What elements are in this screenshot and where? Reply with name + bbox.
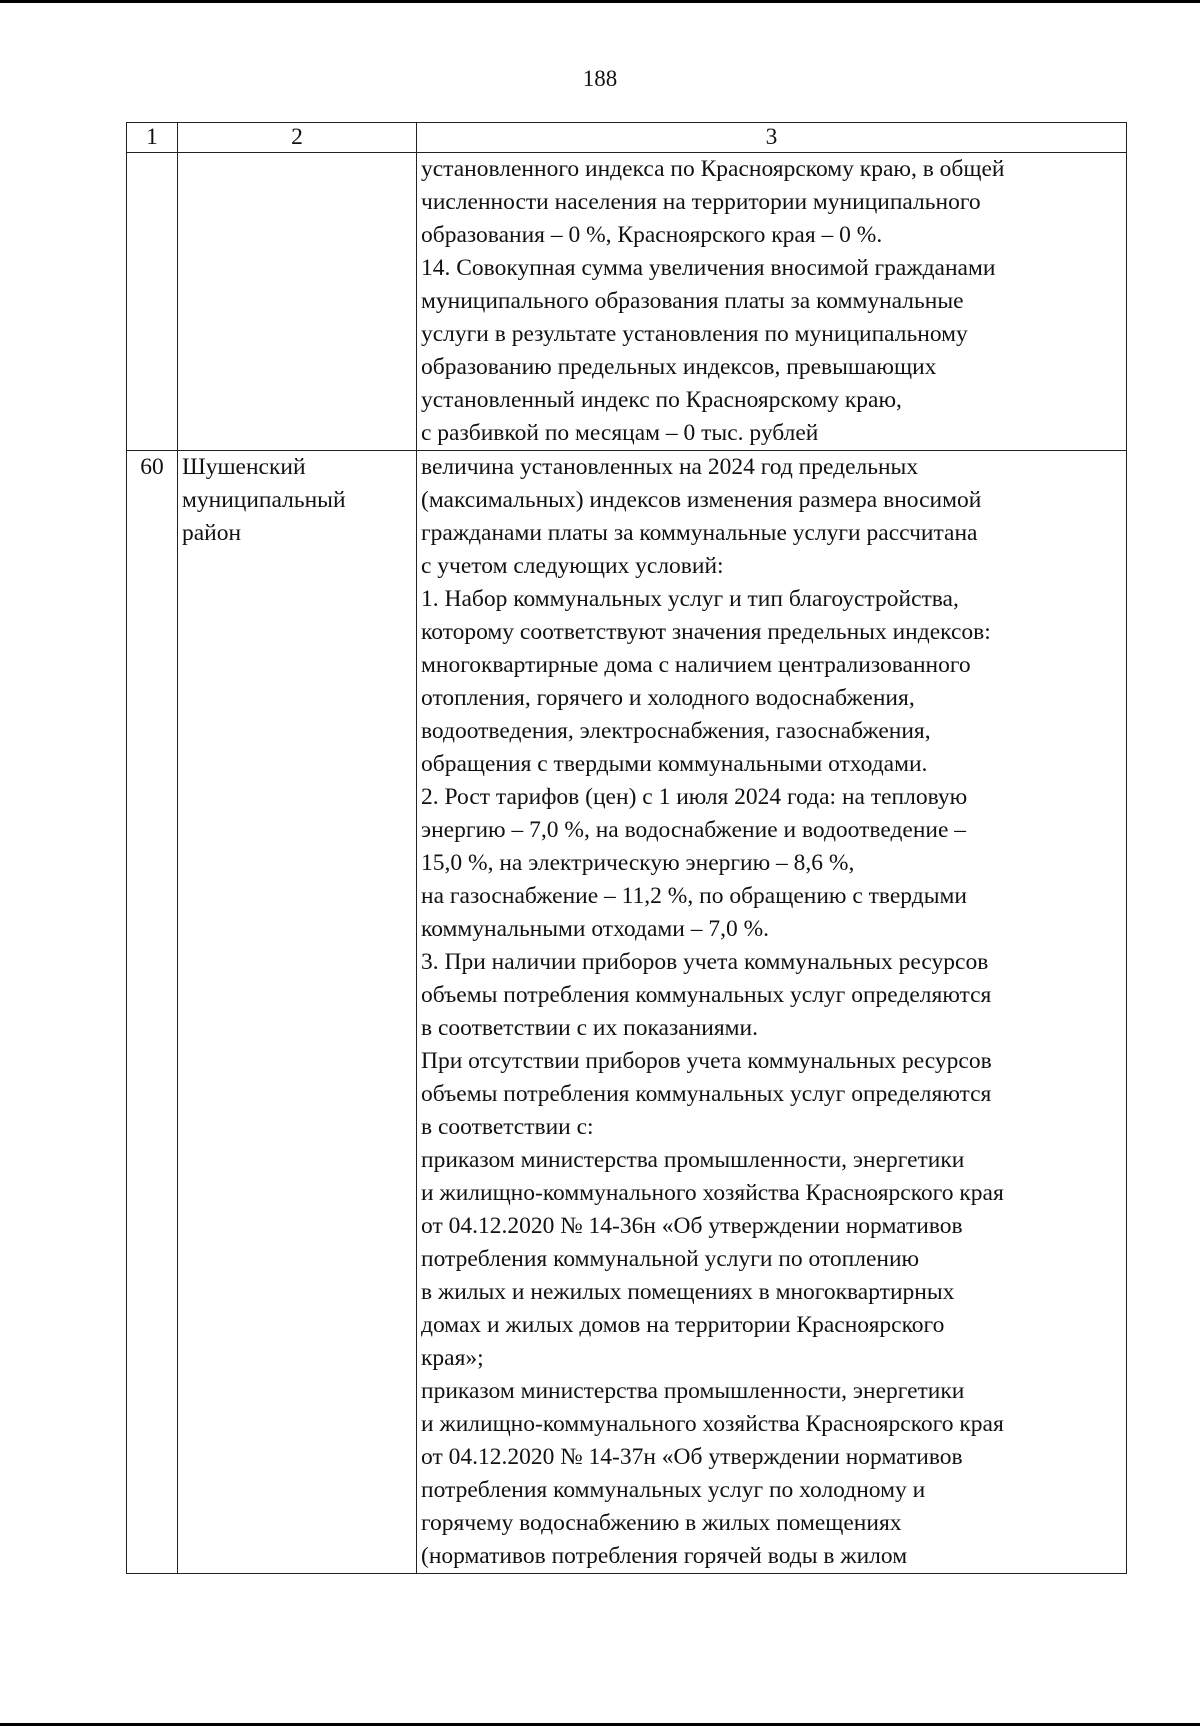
table-row-continuation <box>127 153 1127 451</box>
text-line: энергию – 7,0 %, на водоснабжение и водоотведение – <box>421 817 967 843</box>
text-line: коммунальными отходами – 7,0 %. <box>421 916 770 942</box>
text-line: (нормативов потребления горячей воды в жилом <box>421 1543 908 1569</box>
text-line: отопления, горячего и холодного водоснабжения, <box>421 685 915 711</box>
text-line: обращения с твердыми коммунальными отходами. <box>421 751 928 777</box>
row-number-cell <box>127 153 178 451</box>
text-line: муниципального образования платы за коммунальные <box>421 288 964 314</box>
text-line: которому соответствуют значения предельных индексов: <box>421 619 991 645</box>
text-line: образования – 0 %, Красноярского края – 0 %. <box>421 222 883 248</box>
text-line: с разбивкой по месяцам – 0 тыс. рублей <box>421 420 819 446</box>
text-line: образованию предельных индексов, превышающих <box>421 354 937 380</box>
text-line: многоквартирные дома с наличием централизованного <box>421 652 971 678</box>
column-header-3: 3 <box>417 123 1127 153</box>
text-line: в жилых и нежилых помещениях в многоквартирных <box>421 1279 955 1305</box>
text-line: 1. Набор коммунальных услуг и тип благоустройства, <box>421 586 959 612</box>
text-line: 3. При наличии приборов учета коммунальных ресурсов <box>421 949 989 975</box>
text-line: в соответствии с их показаниями. <box>421 1015 758 1041</box>
text-line: Шушенский <box>182 454 306 480</box>
text-line: и жилищно-коммунального хозяйства Красноярского края <box>421 1180 1004 1206</box>
text-line: домах и жилых домов на территории Красноярского <box>421 1312 945 1338</box>
tariff-index-table <box>126 122 1127 1574</box>
text-line: горячему водоснабжению в жилых помещениях <box>421 1510 902 1536</box>
municipality-cell <box>178 451 417 1574</box>
text-line: от 04.12.2020 № 14-36н «Об утверждении нормативов <box>421 1213 963 1239</box>
text-line: установленного индекса по Красноярскому краю, в общей <box>421 156 1005 182</box>
text-line: водоотведения, электроснабжения, газоснабжения, <box>421 718 931 744</box>
text-line: в соответствии с: <box>421 1114 594 1140</box>
column-header-1: 1 <box>127 123 178 153</box>
text-line: приказом министерства промышленности, энергетики <box>421 1147 965 1173</box>
scan-top-edge <box>0 0 1200 3</box>
text-line: установленный индекс по Красноярскому краю, <box>421 387 902 413</box>
text-line: услуги в результате установления по муниципальному <box>421 321 968 347</box>
page-number: 188 <box>582 66 618 91</box>
column-header-2: 2 <box>178 123 417 153</box>
text-line: от 04.12.2020 № 14-37н «Об утверждении нормативов <box>421 1444 963 1470</box>
table-header-row <box>127 123 1127 153</box>
conditions-cell <box>417 451 1127 1574</box>
municipality-cell <box>178 153 417 451</box>
text-line: края»; <box>421 1345 484 1371</box>
text-line: район <box>182 520 242 546</box>
text-line: муниципальный <box>182 487 346 513</box>
text-line: гражданами платы за коммунальные услуги рассчитана <box>421 520 978 546</box>
text-line: на газоснабжение – 11,2 %, по обращению с твердыми <box>421 883 967 909</box>
text-line: объемы потребления коммунальных услуг определяются <box>421 982 992 1008</box>
text-line: с учетом следующих условий: <box>421 553 724 579</box>
text-line: величина установленных на 2024 год предельных <box>421 454 919 480</box>
text-line: объемы потребления коммунальных услуг определяются <box>421 1081 992 1107</box>
text-line: и жилищно-коммунального хозяйства Красноярского края <box>421 1411 1004 1437</box>
table-row-60 <box>127 451 1127 1574</box>
row-number-cell: 60 <box>127 451 178 1574</box>
text-line: 15,0 %, на электрическую энергию – 8,6 %, <box>421 850 855 876</box>
conditions-cell <box>417 153 1127 451</box>
text-line: приказом министерства промышленности, энергетики <box>421 1378 965 1404</box>
text-line: (максимальных) индексов изменения размера вносимой <box>421 487 982 513</box>
text-line: При отсутствии приборов учета коммунальных ресурсов <box>421 1048 992 1074</box>
text-line: 2. Рост тарифов (цен) с 1 июля 2024 года: на тепловую <box>421 784 968 810</box>
text-line: численности населения на территории муниципального <box>421 189 981 215</box>
text-line: 14. Совокупная сумма увеличения вносимой гражданами <box>421 255 996 281</box>
text-line: потребления коммунальной услуги по отоплению <box>421 1246 920 1272</box>
text-line: потребления коммунальных услуг по холодному и <box>421 1477 926 1503</box>
